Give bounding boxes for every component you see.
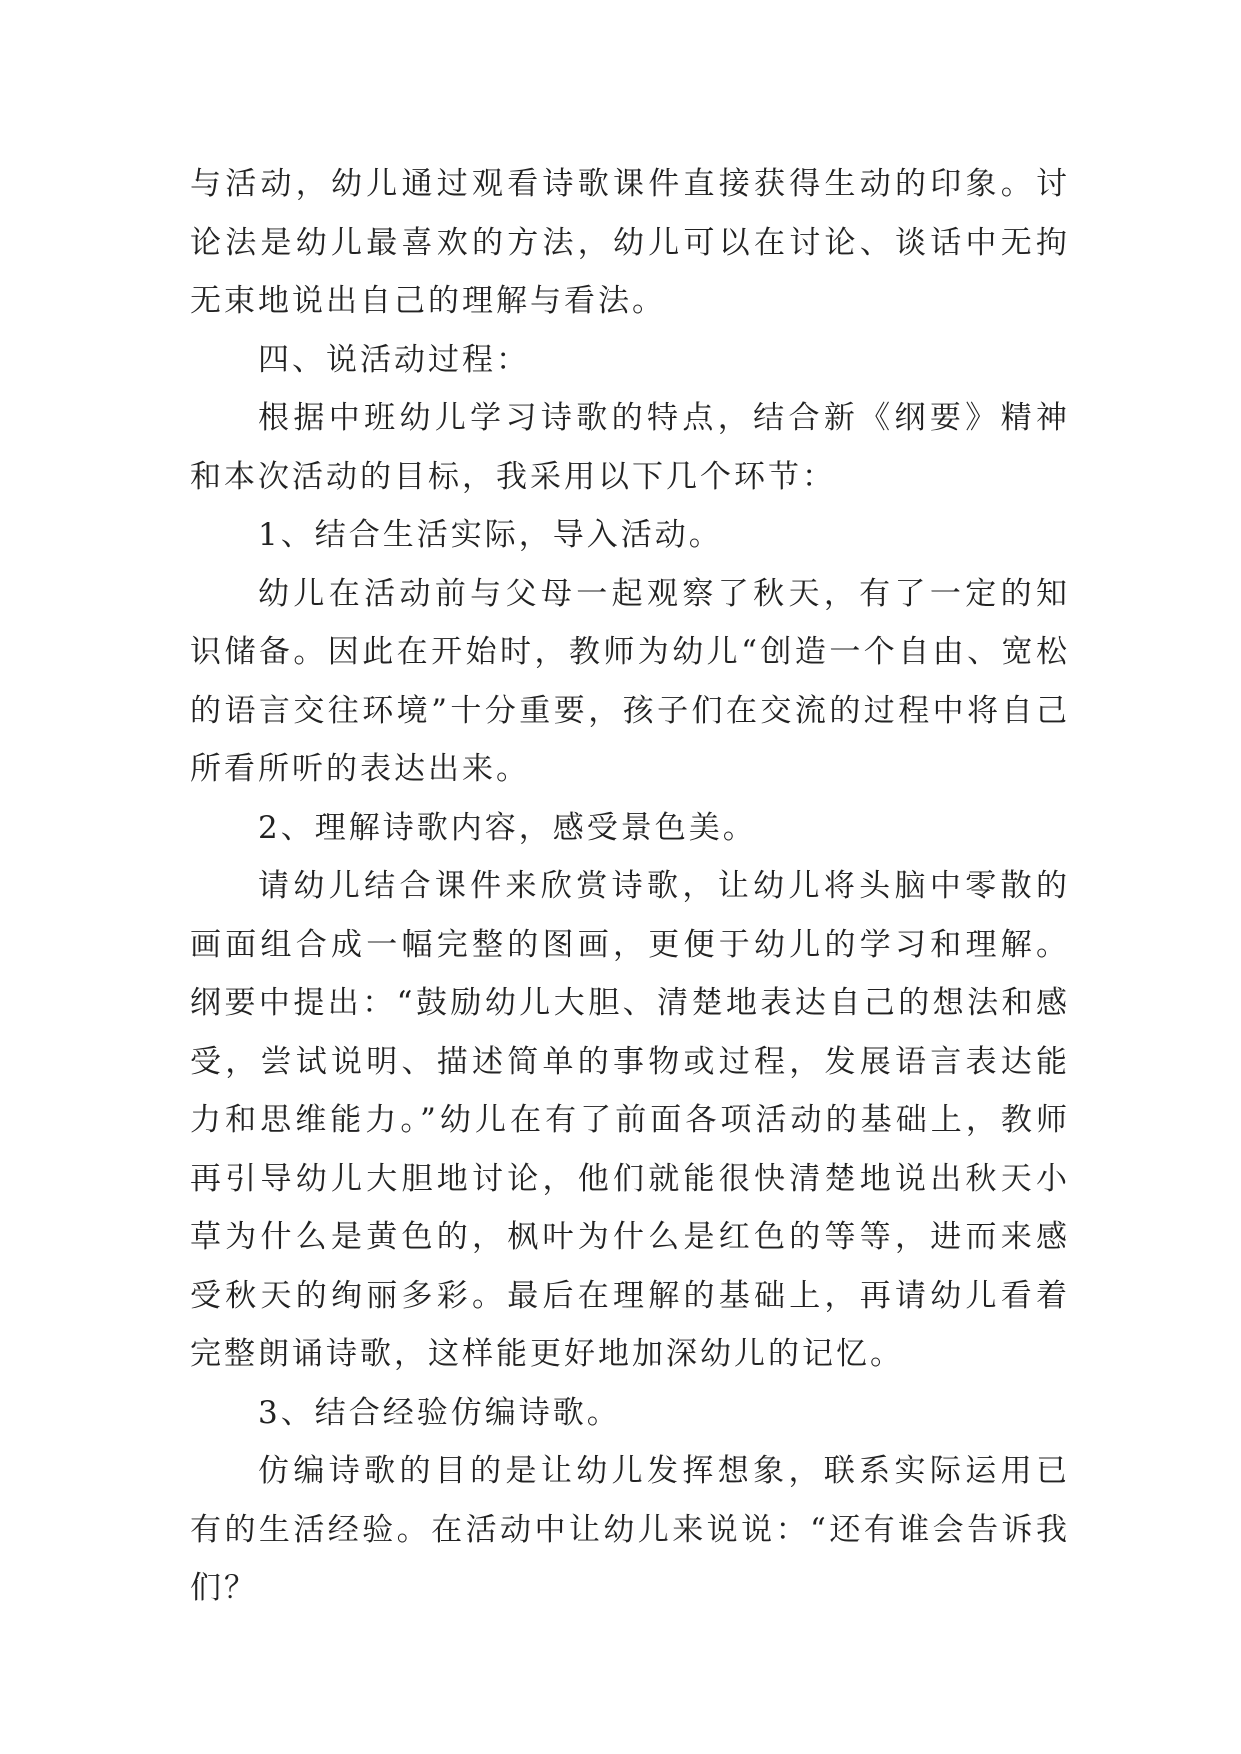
document-body xyxy=(190,155,1070,1618)
step-heading-3: 3、结合经验仿编诗歌。 xyxy=(258,1394,621,1431)
paragraph-step-1: 幼儿在活动前与父母一起观察了秋天，有了一定的知识储备。因此在开始时，教师为幼儿“创造一个自由、宽松的语言交往环境”十分重要，孩子们在交流的过程中将自己所看所听的表达出来。 xyxy=(190,575,1070,787)
section-heading-activity-process: 四、说活动过程： xyxy=(258,341,530,378)
paragraph-step-3: 仿编诗歌的目的是让幼儿发挥想象，联系实际运用已有的生活经验。在活动中让幼儿来说说：“还有谁会告诉我们？ xyxy=(190,1453,1070,1606)
paragraph-intro: 根据中班幼儿学习诗歌的特点，结合新《纲要》精神和本次活动的目标，我采用以下几个环节： xyxy=(190,400,1070,495)
paragraph-continuation: 与活动，幼儿通过观看诗歌课件直接获得生动的印象。讨论法是幼儿最喜欢的方法，幼儿可以在讨论、谈话中无拘无束地说出自己的理解与看法。 xyxy=(190,166,1070,319)
paragraph-step-2: 请幼儿结合课件来欣赏诗歌，让幼儿将头脑中零散的画面组合成一幅完整的图画，更便于幼儿的学习和理解。纲要中提出：“鼓励幼儿大胆、清楚地表达自己的想法和感受，尝试说明、描述简单的事物或过程，发展语言表达能力和思维能力。”幼儿在有了前面各项活动的基础上，教师再引导幼儿大胆地讨论，他们就能很快清楚地说出秋天小草为什么是黄色的，枫叶为什么是红色的等等，进而来感受秋天的绚丽多彩。最后在理解的基础上，再请幼儿看着完整朗诵诗歌，这样能更好地加深幼儿的记忆。 xyxy=(190,868,1070,1372)
step-heading-2: 2、理解诗歌内容，感受景色美。 xyxy=(258,809,757,846)
step-heading-1: 1、结合生活实际，导入活动。 xyxy=(258,517,723,553)
